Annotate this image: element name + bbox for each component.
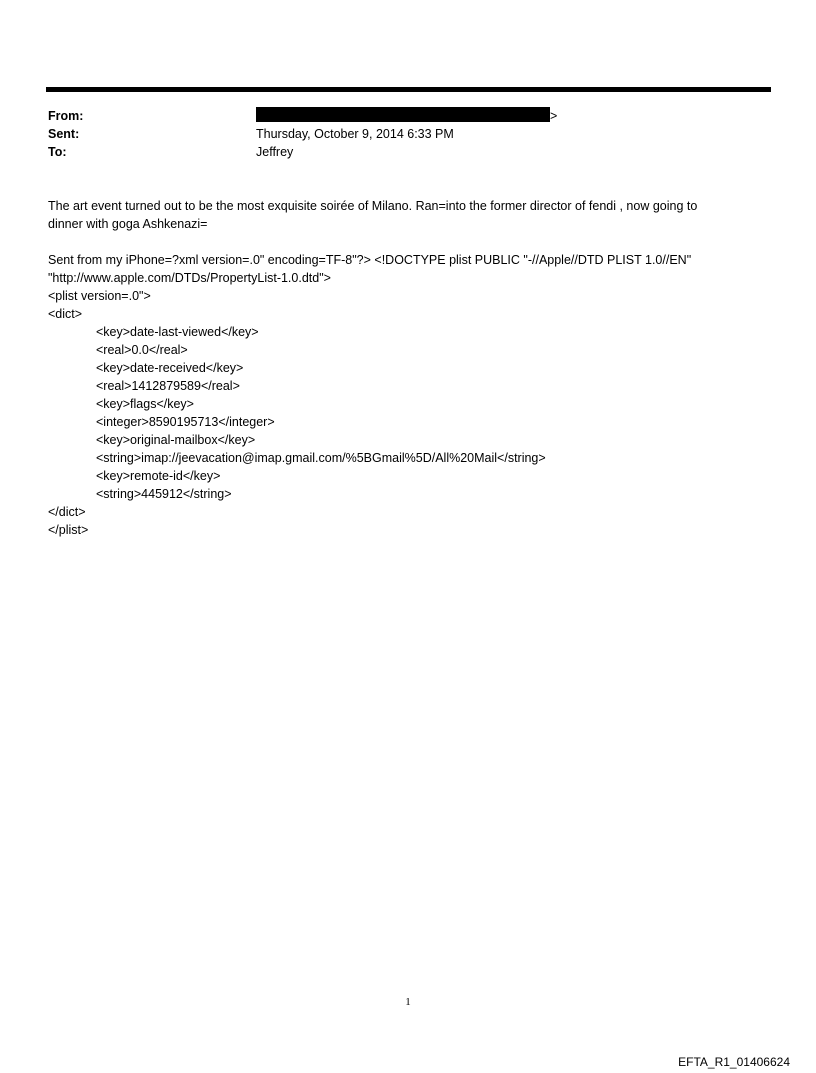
plist-entry: <key>remote-id</key> <box>96 469 221 483</box>
body-line: dinner with goga Ashkenazi= <box>48 217 208 231</box>
plist-entry: <real>1412879589</real> <box>96 379 240 393</box>
plist-entry: <key>original-mailbox</key> <box>96 433 256 447</box>
plist-entry: <string>445912</string> <box>96 487 232 501</box>
body-line: The art event turned out to be the most exquisite soirée of Milano. Ran=into the former director of fendi , now going to <box>48 199 698 213</box>
plist-entry: <string>imap://jeevacation@imap.gmail.com/%5BGmail%5D/All%20Mail</string> <box>96 451 546 465</box>
from-label: From: <box>48 109 84 123</box>
message-body <box>48 197 778 539</box>
plist-entry: <key>flags</key> <box>96 397 194 411</box>
document-id: EFTA_R1_01406624 <box>678 1055 790 1069</box>
sent-value: Thursday, October 9, 2014 6:33 PM <box>256 127 454 141</box>
plist-open: <plist version=.0"> <box>48 289 151 303</box>
body-line: Sent from my iPhone=?xml version=.0" encoding=TF-8"?> <!DOCTYPE plist PUBLIC "-//Apple//DTD PLIST 1.0//EN" <box>48 253 692 267</box>
dict-open: <dict> <box>48 307 83 321</box>
to-label: To: <box>48 145 67 159</box>
to-value: Jeffrey <box>256 145 294 159</box>
plist-close: </plist> <box>48 523 89 537</box>
header-rule <box>46 87 771 92</box>
sent-label: Sent: <box>48 127 80 141</box>
plist-entry: <integer>8590195713</integer> <box>96 415 275 429</box>
blank-line <box>48 233 778 251</box>
plist-entry: <key>date-received</key> <box>96 361 244 375</box>
from-suffix: > <box>550 109 558 123</box>
body-line: "http://www.apple.com/DTDs/PropertyList-1.0.dtd"> <box>48 271 331 285</box>
plist-entry: <real>0.0</real> <box>96 343 188 357</box>
dict-close: </dict> <box>48 505 86 519</box>
page-number: 1 <box>405 996 411 1008</box>
redaction-block <box>256 107 550 122</box>
plist-entry: <key>date-last-viewed</key> <box>96 325 259 339</box>
from-value <box>256 107 557 125</box>
